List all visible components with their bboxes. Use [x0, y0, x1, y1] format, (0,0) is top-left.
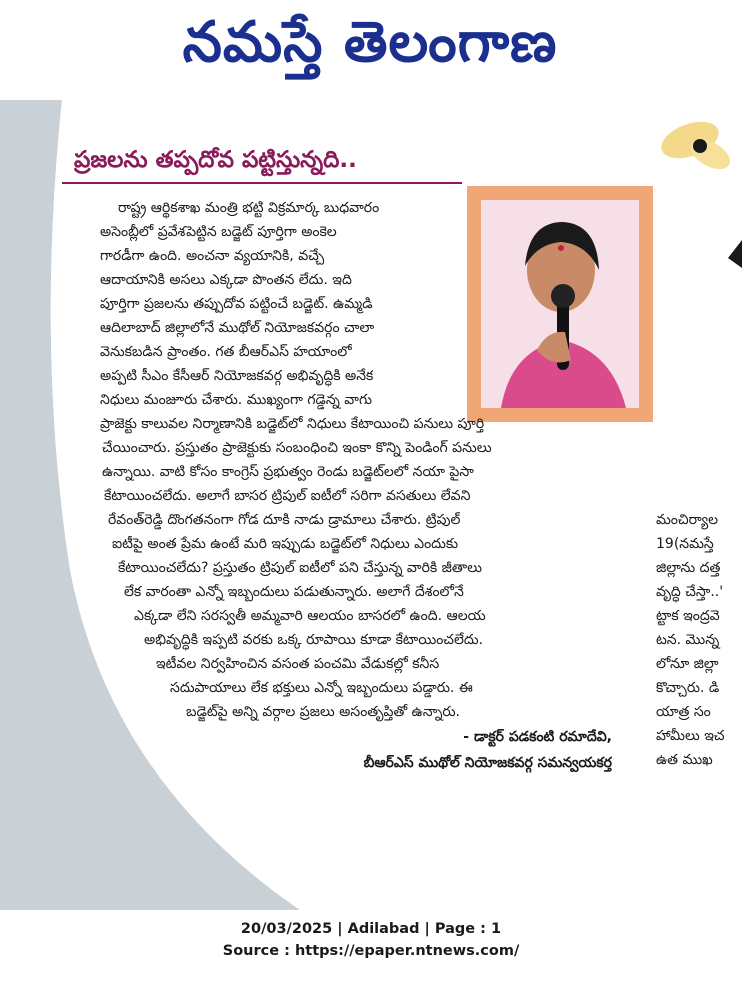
body-line: ఎక్కడా లేని సరస్వతీ అమ్మవారి ఆలయం బాసరలో ఉంది. ఆలయ — [134, 608, 486, 624]
page-footer — [0, 918, 742, 968]
side-line: యాత్ర సం — [656, 704, 711, 720]
side-line: ట్టాక ఇంద్రవె — [656, 608, 720, 624]
body-line: కేటాయించలేదు. అలాగే బాసర ట్రిపుల్ ఐటీలో సరిగా వసతులు లేవని — [104, 488, 471, 504]
body-line: అభివృద్ధికి ఇప్పటి వరకు ఒక్క రూపాయి కూడా కేటాయించలేదు. — [144, 632, 484, 648]
body-line: అప్పటి సీఎం కేసీఆర్ నియోజకవర్గ అభివృద్ధికి అనేక — [100, 368, 374, 384]
body-line: రాష్ట్ర ఆర్థికశాఖ మంత్రి భట్టి విక్రమార్క బుధవారం — [118, 200, 380, 216]
article-headline: ప్రజలను తప్పదోవ పట్టిస్తున్నది.. — [74, 147, 357, 173]
body-line: వెనుకబడిన ప్రాంతం. గత బీఆర్ఎస్ హయాంలో — [100, 344, 352, 360]
body-line: పూర్తిగా ప్రజలను తప్పుదోవ పట్టించే బడ్జెట్. ఉమ్మడి — [100, 296, 373, 312]
body-line: బడ్జెట్‌పై అన్ని వర్గాల ప్రజలు అసంతృప్తితో ఉన్నారు. — [186, 704, 461, 720]
side-line: 19(నమస్తే — [656, 536, 714, 552]
footer-source-link[interactable]: Source : https://epaper.ntnews.com/ — [222, 943, 520, 959]
headline-underline — [62, 182, 462, 184]
body-line: నిధులు మంజూరు చేశారు. ముఖ్యంగా గడ్డెన్న వాగు — [100, 392, 372, 408]
body-line: లేక వారంతా ఎన్నో ఇబ్బందులు పడుతున్నారు. అలాగే దేశంలోనే — [124, 584, 464, 600]
body-line: గారడీగా ఉంది. అంచనా వ్యయానికి, వచ్చే — [100, 248, 325, 264]
byline-role: బీఆర్ఎస్ ముథోల్ నియోజకవర్గ సమన్వయకర్త — [363, 755, 612, 771]
body-line: చేయించారు. ప్రస్తుతం ప్రాజెక్టుకు సంబంధించి ఇంకా కొన్ని పెండింగ్ పనులు — [102, 440, 492, 456]
body-line: ఉన్నాయి. వాటి కోసం కాంగ్రెస్ ప్రభుత్వం రెండు బడ్జెట్‌లలో నయా పైసా — [102, 464, 474, 480]
byline-name: - డాక్టర్ పడకంటి రమాదేవి, — [463, 729, 612, 745]
body-line: రేవంత్‌రెడ్డి దొంగతనంగా గోడ దూకి నాడు డ్రామాలు చేశారు. ట్రిపుల్ — [108, 512, 461, 528]
body-line: ఆదాయానికి అసలు ఎక్కడా పొంతన లేదు. ఇది — [100, 272, 352, 288]
side-line: మంచిర్యాల — [656, 512, 719, 528]
newspaper-title: నమస్తే తెలంగాణ — [182, 10, 558, 75]
body-line: సదుపాయాలు లేక భక్తులు ఎన్నో ఇబ్బందులు పడ్డారు. ఈ — [170, 680, 473, 696]
masthead — [0, 0, 742, 88]
star-shape-icon — [728, 240, 742, 268]
side-line: లోనూ జిల్లా — [656, 656, 719, 672]
body-line: ఐటీపై అంత ప్రేమ ఉంటే మరి ఇప్పుడు బడ్జెట్‌లో నిధులు ఎందుకు — [112, 536, 459, 552]
article-panel — [0, 100, 742, 910]
body-line: ఇటీవల నిర్వహించిన వసంత పంచమి వేడుకల్లో కనీస — [156, 656, 440, 672]
side-line: కొచ్చారు. డి — [656, 680, 720, 696]
article-body — [0, 196, 620, 836]
footer-date-edition: 20/03/2025 | Adilabad | Page : 1 — [240, 921, 502, 937]
side-line: వృద్ధి చేస్తా..' — [656, 584, 724, 600]
body-line: ఆదిలాబాద్ జిల్లాలోనే ముథోల్ నియోజకవర్గం చాలా — [100, 320, 375, 336]
body-line: ప్రాజెక్టు కాలువల నిర్మాణానికి బడ్జెట్‌లో నిధులు కేటాయించి పనులు పూర్తి — [100, 416, 485, 432]
side-line: ఉత ముఖ — [656, 752, 713, 768]
body-line: కేటాయించలేదు? ప్రస్తుతం ట్రిపుల్ ఐటీలో పని చేస్తున్న వారికి జీతాలు — [118, 560, 482, 576]
adjacent-article-column — [650, 508, 742, 810]
side-line: టన. మొన్న — [656, 632, 720, 648]
body-line: అసెంబ్లీలో ప్రవేశపెట్టిన బడ్జెట్ పూర్తిగా అంకెల — [100, 224, 337, 240]
side-line: హామీలు ఇచ — [656, 728, 725, 744]
side-line: జిల్లాను దత్త — [656, 560, 721, 576]
